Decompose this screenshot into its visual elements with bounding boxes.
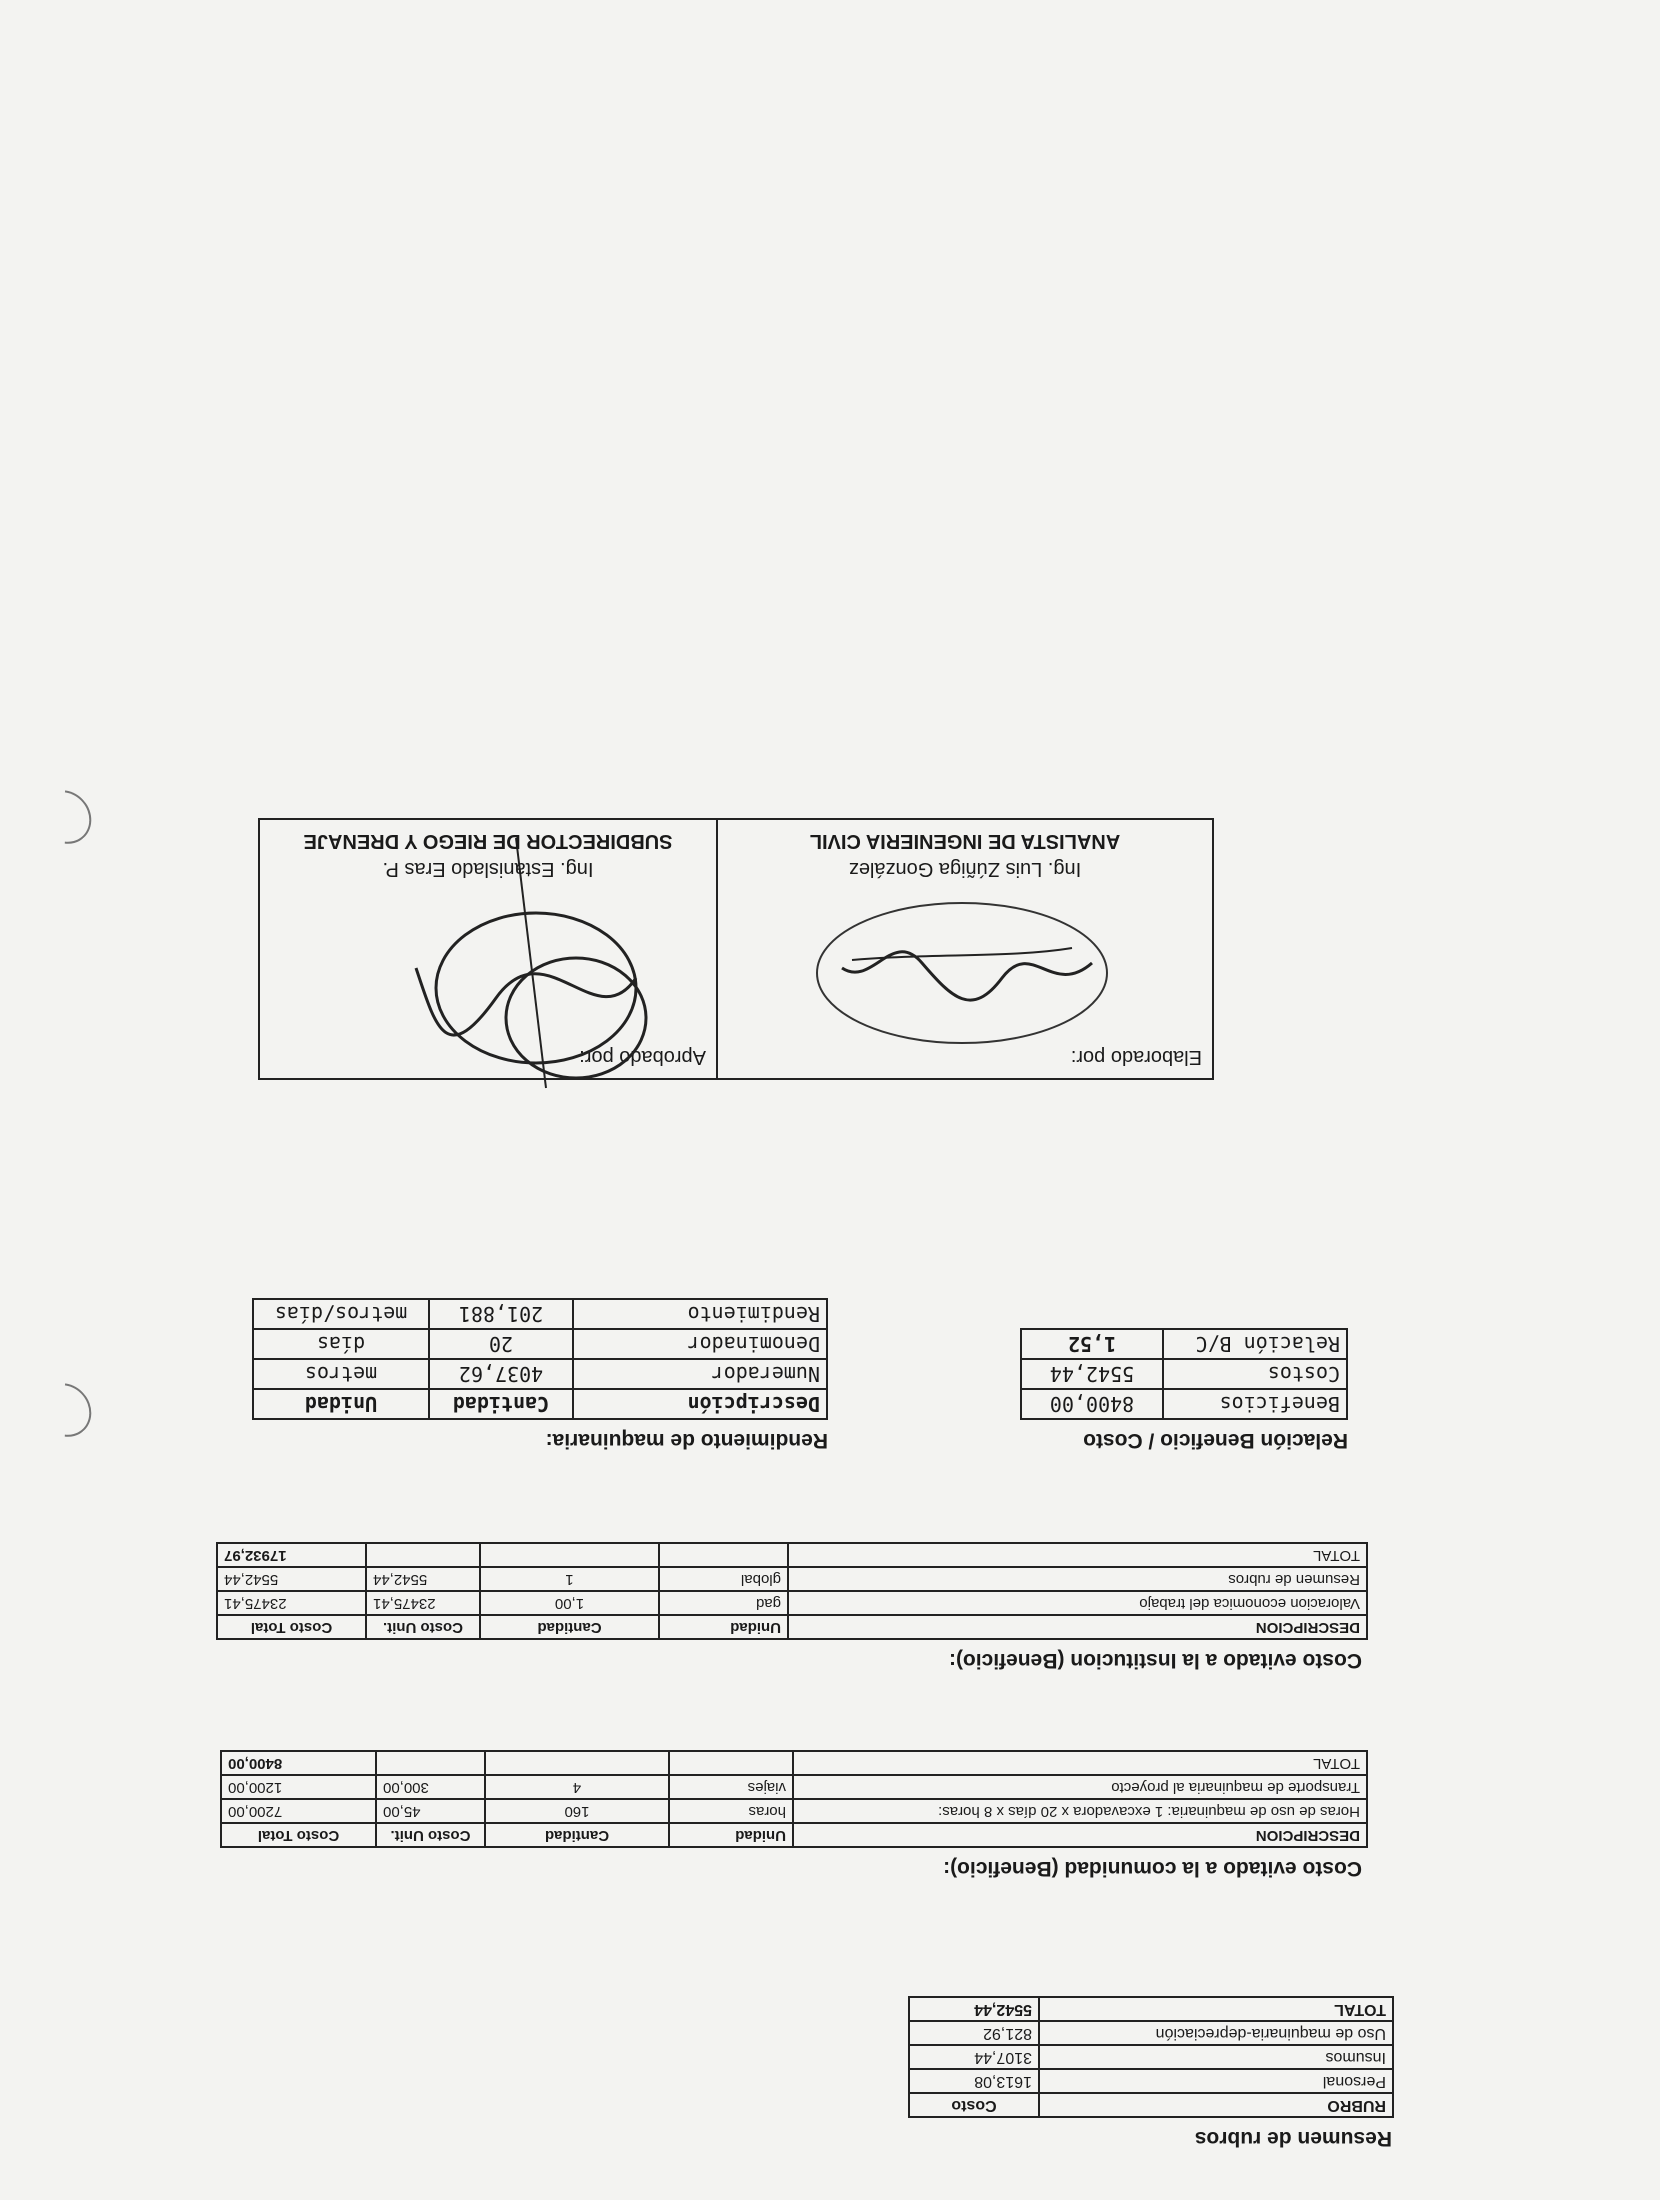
- col-descripcion: DESCRIPCION: [788, 1615, 1367, 1639]
- cantidad-cell: 20: [429, 1329, 573, 1359]
- empty-cell: [366, 1543, 480, 1567]
- costo-total-cell: 5542,44: [217, 1567, 366, 1591]
- rubro-cell: Insumos: [1039, 2045, 1393, 2069]
- descripcion-cell: Transporte de maquinaria al proyecto: [793, 1775, 1367, 1799]
- total-label: TOTAL: [1039, 1997, 1393, 2021]
- total-value: 17932,97: [217, 1543, 366, 1567]
- col-descripcion: Descripción: [573, 1389, 827, 1419]
- elaborado-cell: [716, 820, 1212, 1078]
- elaborado-label: Elaborado por:: [1070, 1046, 1202, 1068]
- descripcion-cell: Horas de uso de maquinaria: 1 excavadora x 20 días x 8 horas:: [793, 1799, 1367, 1823]
- descripcion-cell: Rendimiento: [573, 1299, 827, 1329]
- unidad-cell: metros/días: [253, 1299, 429, 1329]
- total-value: 5542,44: [909, 1997, 1039, 2021]
- comunidad-table: [220, 1750, 1368, 1848]
- table-row: [909, 2069, 1393, 2093]
- costo-unit-cell: 45,00: [376, 1799, 485, 1823]
- costo-cell: 1613,08: [909, 2069, 1039, 2093]
- total-label: TOTAL: [788, 1543, 1367, 1567]
- rendimiento-title: Rendimiento de maquinaria:: [545, 1429, 828, 1452]
- table-row: [1021, 1329, 1347, 1359]
- table-row: [221, 1799, 1367, 1823]
- col-costo-total: Costo Total: [221, 1823, 376, 1847]
- costo-unit-cell: 23475,41: [366, 1591, 480, 1615]
- institucion-title: Costo evitado a la Institucion (Beneficio):: [948, 1649, 1362, 1672]
- descripcion-cell: Numerador: [573, 1359, 827, 1389]
- col-cantidad: Cantidad: [480, 1615, 659, 1639]
- relacion-label: Costos: [1163, 1359, 1347, 1389]
- table-row: [253, 1299, 827, 1329]
- relacion-label: Relación B/C: [1163, 1329, 1347, 1359]
- cantidad-cell: 1: [480, 1567, 659, 1591]
- descripcion-cell: Denominador: [573, 1329, 827, 1359]
- relacion-value: 5542,44: [1021, 1359, 1163, 1389]
- aprobado-title: SUBDIRECTOR DE RIEGO Y DRENAJE: [303, 830, 673, 852]
- relacion-table: [1020, 1328, 1348, 1420]
- empty-cell: [669, 1751, 793, 1775]
- unidad-cell: global: [659, 1567, 788, 1591]
- table-row: [909, 2045, 1393, 2069]
- col-costo-total: Costo Total: [217, 1615, 366, 1639]
- signature-box: [258, 818, 1214, 1080]
- punch-hole: [28, 779, 102, 854]
- table-row: [253, 1359, 827, 1389]
- relacion-value: 8400,00: [1021, 1389, 1163, 1419]
- cantidad-cell: 1,00: [480, 1591, 659, 1615]
- comunidad-title: Costo evitado a la comunidad (Beneficio):: [943, 1857, 1362, 1880]
- col-cantidad: Cantidad: [429, 1389, 573, 1419]
- table-row: [253, 1329, 827, 1359]
- col-unidad: Unidad: [669, 1823, 793, 1847]
- empty-cell: [485, 1751, 669, 1775]
- relacion-title: Relación Beneficio / Costo: [1083, 1429, 1348, 1452]
- table-row-total: [217, 1543, 1367, 1567]
- table-row: [217, 1567, 1367, 1591]
- col-costo-unit: Costo Unit.: [376, 1823, 485, 1847]
- empty-cell: [480, 1543, 659, 1567]
- handwritten-signature: [812, 888, 1132, 1058]
- punch-hole: [28, 1372, 102, 1447]
- unidad-cell: metros: [253, 1359, 429, 1389]
- table-row-total: [221, 1751, 1367, 1775]
- table-row: [217, 1591, 1367, 1615]
- cantidad-cell: 4: [485, 1775, 669, 1799]
- institucion-table: [216, 1542, 1368, 1640]
- costo-total-cell: 23475,41: [217, 1591, 366, 1615]
- col-cantidad: Cantidad: [485, 1823, 669, 1847]
- aprobado-name: Ing. Estanislado Eras P.: [382, 858, 594, 880]
- table-row: [1021, 1359, 1347, 1389]
- col-unidad: Unidad: [253, 1389, 429, 1419]
- table-row: [1021, 1389, 1347, 1419]
- col-rubro: RUBRO: [1039, 2093, 1393, 2117]
- cantidad-cell: 4037,62: [429, 1359, 573, 1389]
- costo-unit-cell: 300,00: [376, 1775, 485, 1799]
- rubro-cell: Personal: [1039, 2069, 1393, 2093]
- descripcion-cell: Resumen de rubros: [788, 1567, 1367, 1591]
- costo-cell: 3107,44: [909, 2045, 1039, 2069]
- unidad-cell: viajes: [669, 1775, 793, 1799]
- total-label: TOTAL: [793, 1751, 1367, 1775]
- relacion-value: 1,52: [1021, 1329, 1163, 1359]
- aprobado-label: Aprobado por:: [579, 1046, 706, 1068]
- empty-cell: [659, 1543, 788, 1567]
- total-value: 8400,00: [221, 1751, 376, 1775]
- col-descripcion: DESCRIPCION: [793, 1823, 1367, 1847]
- col-unidad: Unidad: [659, 1615, 788, 1639]
- cantidad-cell: 160: [485, 1799, 669, 1823]
- table-row-total: [909, 1997, 1393, 2021]
- col-costo-unit: Costo Unit.: [366, 1615, 480, 1639]
- unidad-cell: horas: [669, 1799, 793, 1823]
- costo-total-cell: 1200,00: [221, 1775, 376, 1799]
- col-costo: Costo: [909, 2093, 1039, 2117]
- costo-cell: 821,92: [909, 2021, 1039, 2045]
- elaborado-title: ANALISTA DE INGENIERIA CIVIL: [809, 830, 1121, 852]
- descripcion-cell: Valoracion economica del trabajo: [788, 1591, 1367, 1615]
- cantidad-cell: 201,881: [429, 1299, 573, 1329]
- costo-unit-cell: 5542,44: [366, 1567, 480, 1591]
- rendimiento-table: [252, 1298, 828, 1420]
- rubro-cell: Uso de maquinaria-depreciación: [1039, 2021, 1393, 2045]
- table-row: [221, 1775, 1367, 1799]
- table-row: [909, 2021, 1393, 2045]
- aprobado-cell: [260, 820, 716, 1078]
- unidad-cell: gad: [659, 1591, 788, 1615]
- costo-total-cell: 7200,00: [221, 1799, 376, 1823]
- elaborado-name: Ing. Luis Zúñiga González: [848, 858, 1082, 880]
- empty-cell: [376, 1751, 485, 1775]
- resumen-title: Resumen de rubros: [1194, 2127, 1392, 2150]
- resumen-table: [908, 1996, 1394, 2118]
- unidad-cell: días: [253, 1329, 429, 1359]
- relacion-label: Beneficios: [1163, 1389, 1347, 1419]
